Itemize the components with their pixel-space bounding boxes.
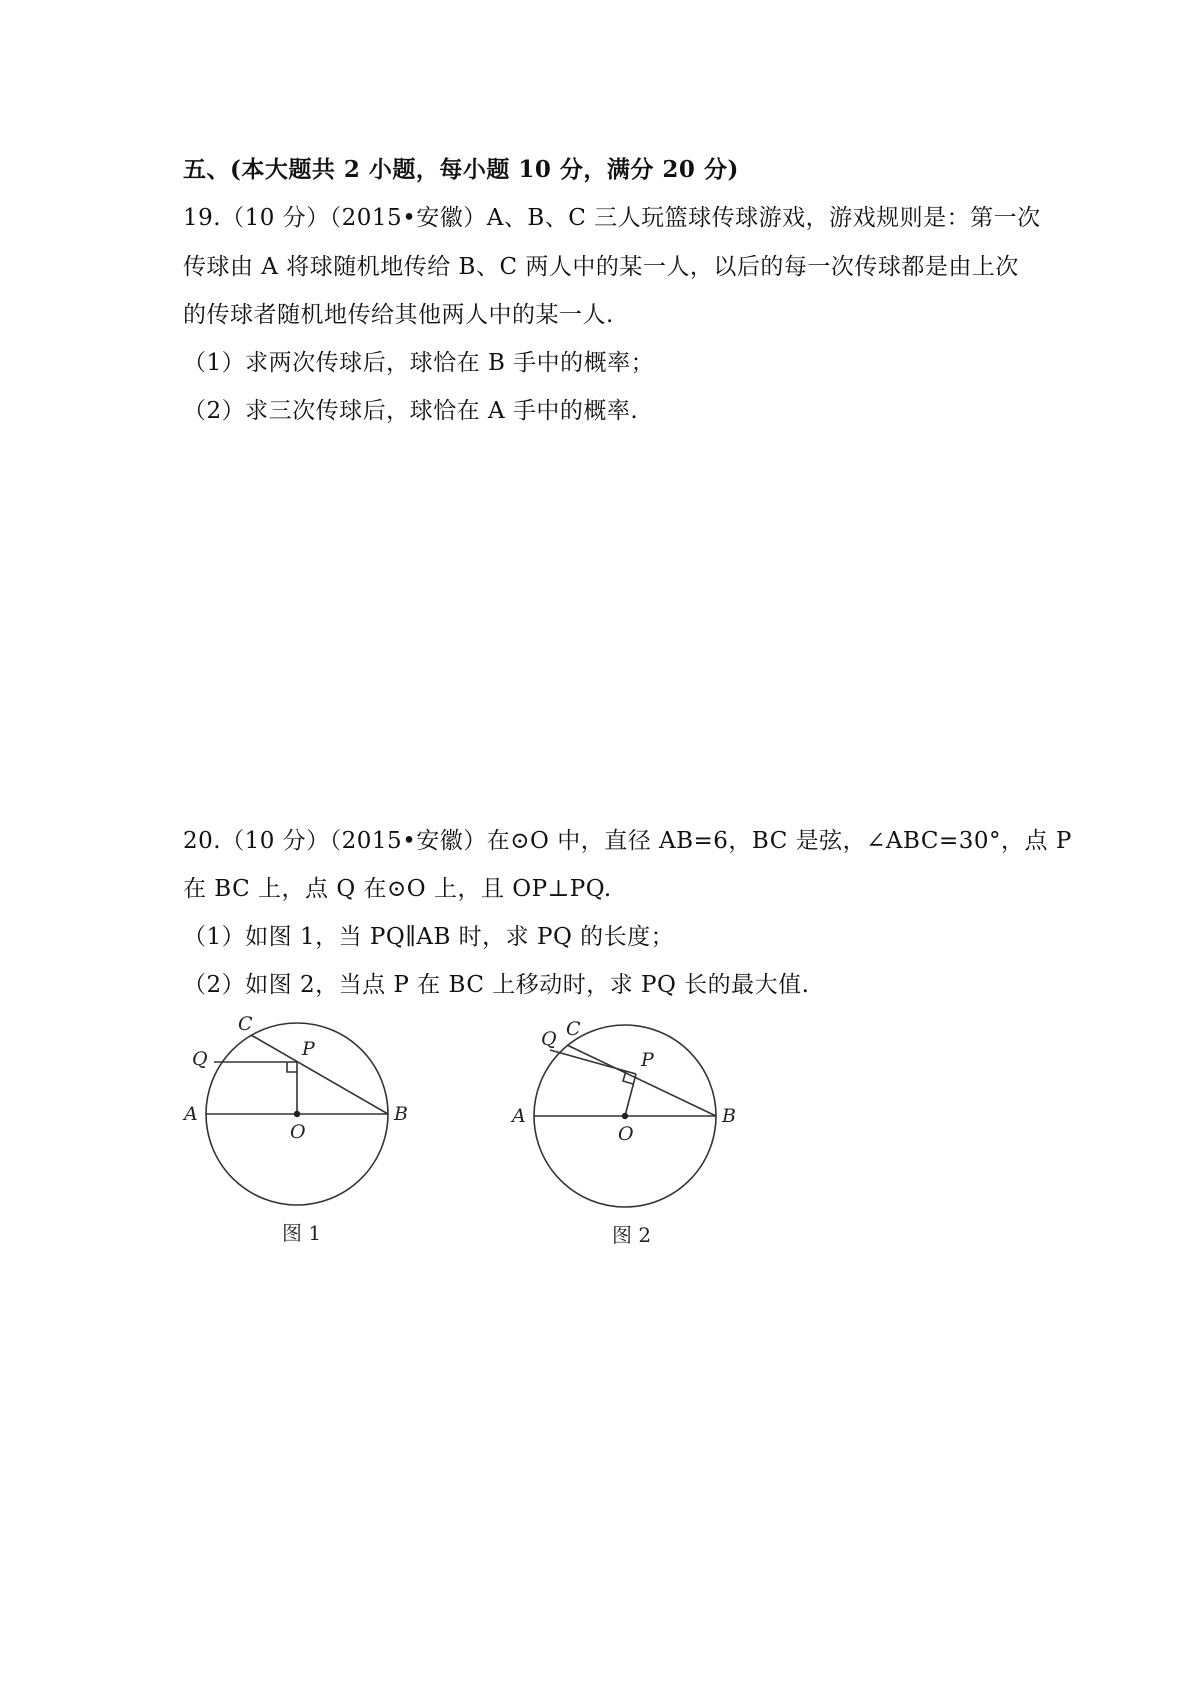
q20-line-2: 在 BC 上，点 Q 在⊙O 上，且 OP⊥PQ. — [183, 876, 612, 902]
fig1-center-dot — [294, 1111, 300, 1117]
fig2-center-dot — [622, 1113, 628, 1119]
q20-part-2: （2）如图 2，当点 P 在 BC 上移动时，求 PQ 长的最大值. — [183, 972, 810, 998]
fig2-label-p: P — [641, 1049, 654, 1071]
q20-part-1: （1）如图 1，当 PQ∥AB 时，求 PQ 的长度； — [183, 924, 675, 950]
fig2-segment-pq — [550, 1050, 636, 1074]
fig1-caption: 图 1 — [282, 1221, 322, 1245]
q19-line-3: 的传球者随机地传给其他两人中的某一人. — [183, 302, 614, 328]
q19-part-1: （1）求两次传球后，球恰在 B 手中的概率； — [183, 350, 655, 376]
fig2-label-q: Q — [541, 1028, 557, 1050]
fig2-label-a: A — [512, 1105, 526, 1127]
fig1-label-o: O — [290, 1121, 306, 1143]
fig2-label-o: O — [618, 1123, 634, 1145]
fig2-label-c: C — [566, 1018, 581, 1040]
q19-line-1: 19.（10 分）（2015•安徽）A、B、C 三人玩篮球传球游戏，游戏规则是：第一次 — [183, 205, 1041, 231]
q20-line-1: 20.（10 分）（2015•安徽）在⊙O 中，直径 AB=6，BC 是弦，∠ABC=30°，点 P — [183, 828, 1072, 854]
figure-2 — [498, 1005, 748, 1250]
fig1-right-angle-mark — [287, 1062, 297, 1072]
q19-part-2: （2）求三次传球后，球恰在 A 手中的概率. — [183, 398, 639, 424]
fig1-label-q: Q — [192, 1048, 208, 1070]
fig2-caption: 图 2 — [612, 1223, 652, 1247]
fig1-chord-bc — [251, 1035, 388, 1114]
fig2-label-b: B — [722, 1105, 736, 1127]
section-heading: 五、(本大题共 2 小题，每小题 10 分，满分 20 分) — [183, 156, 739, 183]
fig1-label-a: A — [184, 1103, 198, 1125]
q19-line-2: 传球由 A 将球随机地传给 B、C 两人中的某一人，以后的每一次传球都是由上次 — [183, 254, 1019, 280]
fig1-label-p: P — [302, 1038, 315, 1060]
figure-1 — [170, 1005, 420, 1250]
fig1-label-c: C — [238, 1013, 253, 1035]
fig1-label-b: B — [394, 1103, 408, 1125]
fig2-segment-op — [625, 1074, 636, 1116]
